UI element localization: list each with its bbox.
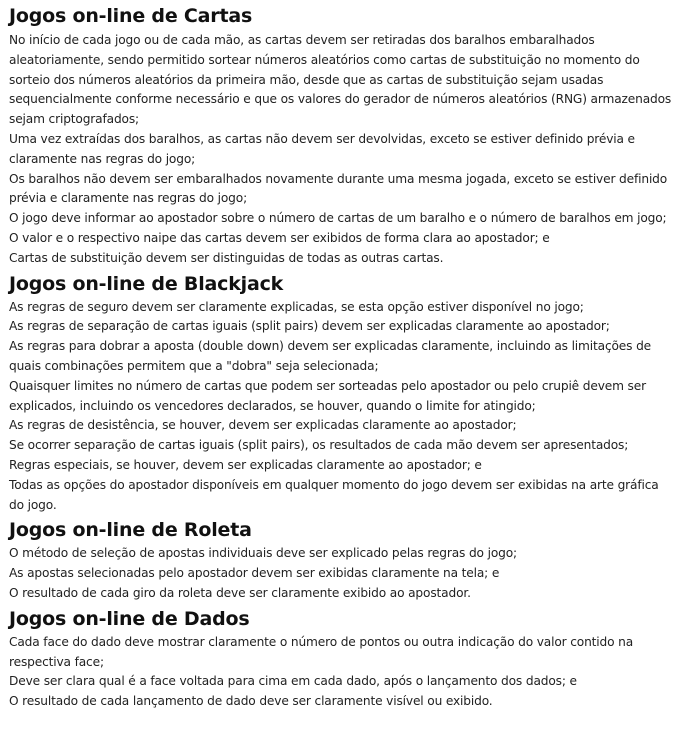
paragraph: As apostas selecionadas pelo apostador devem ser exibidas claramente na tela; e	[9, 566, 500, 581]
paragraph: Os baralhos não devem ser embaralhados novamente durante uma mesma jogada, exceto se estiver definido prévia e claramente nas regras do jogo;	[9, 171, 668, 206]
paragraph: O método de seleção de apostas individuais deve ser explicado pelas regras do jogo;	[9, 546, 517, 561]
paragraph: O resultado de cada lançamento de dado deve ser claramente visível ou exibido.	[9, 694, 493, 709]
section-roleta	[9, 518, 675, 603]
paragraph: Todas as opções do apostador disponíveis em qualquer momento do jogo devem ser exibidas na arte gráfica do jogo.	[9, 477, 659, 512]
section-title: Jogos on-line de Blackjack	[9, 272, 284, 295]
paragraph: As regras para dobrar a aposta (double down) devem ser explicadas claramente, incluindo as limitações de quais combinações permitem que a "dobra" seja selecionada;	[9, 339, 652, 373]
paragraph: O jogo deve informar ao apostador sobre o número de cartas de um baralho e o número de baralhos em jogo;	[9, 211, 667, 226]
section-blackjack	[9, 272, 675, 516]
paragraph: No início de cada jogo ou de cada mão, as cartas devem ser retiradas dos baralhos embaralhados aleatoriamente, sendo permitido sortear números aleatórios como cartas de substituição no momento do sorteio dos números aleatórios da primeira mão, desde que as cartas de substituição sejam usadas sequencialmente conforme necessário e que os valores do gerador de números aleatórios (RNG) armazenados sejam criptografados;	[9, 33, 672, 127]
section-dados	[9, 607, 675, 712]
paragraph: As regras de desistência, se houver, devem ser explicadas claramente ao apostador;	[9, 418, 517, 433]
paragraph: Cada face do dado deve mostrar claramente o número de pontos ou outra indicação do valor contido na respectiva face;	[9, 634, 634, 669]
paragraph: O resultado de cada giro da roleta deve ser claramente exibido ao apostador.	[9, 585, 471, 600]
section-title: Jogos on-line de Cartas	[9, 5, 253, 27]
paragraph: As regras de seguro devem ser claramente explicadas, se esta opção estiver disponível no jogo;	[9, 299, 584, 314]
section-title: Jogos on-line de Dados	[9, 607, 250, 630]
paragraph: O valor e o respectivo naipe das cartas devem ser exibidos de forma clara ao apostador; e	[9, 230, 550, 245]
paragraph: Regras especiais, se houver, devem ser explicadas claramente ao apostador; e	[9, 457, 482, 472]
section-cartas	[9, 4, 675, 269]
section-title: Jogos on-line de Roleta	[9, 519, 252, 542]
paragraph: Deve ser clara qual é a face voltada para cima em cada dado, após o lançamento dos dados; e	[9, 674, 577, 689]
paragraph: As regras de separação de cartas iguais (split pairs) devem ser explicadas claramente ao apostador;	[9, 319, 610, 334]
paragraph: Quaisquer limites no número de cartas que podem ser sorteadas pelo apostador ou pelo crupiê devem ser explicados, incluindo os vencedores declarados, se houver, quando o limite for atingido;	[9, 378, 646, 413]
paragraph: Uma vez extraídas dos baralhos, as cartas não devem ser devolvidas, exceto se estiver definido prévia e claramente nas regras do jogo;	[9, 131, 635, 166]
document-page	[0, 4, 675, 712]
paragraph: Cartas de substituição devem ser distinguidas de todas as outras cartas.	[9, 250, 444, 265]
paragraph: Se ocorrer separação de cartas iguais (split pairs), os resultados de cada mão devem ser apresentados;	[9, 438, 629, 453]
